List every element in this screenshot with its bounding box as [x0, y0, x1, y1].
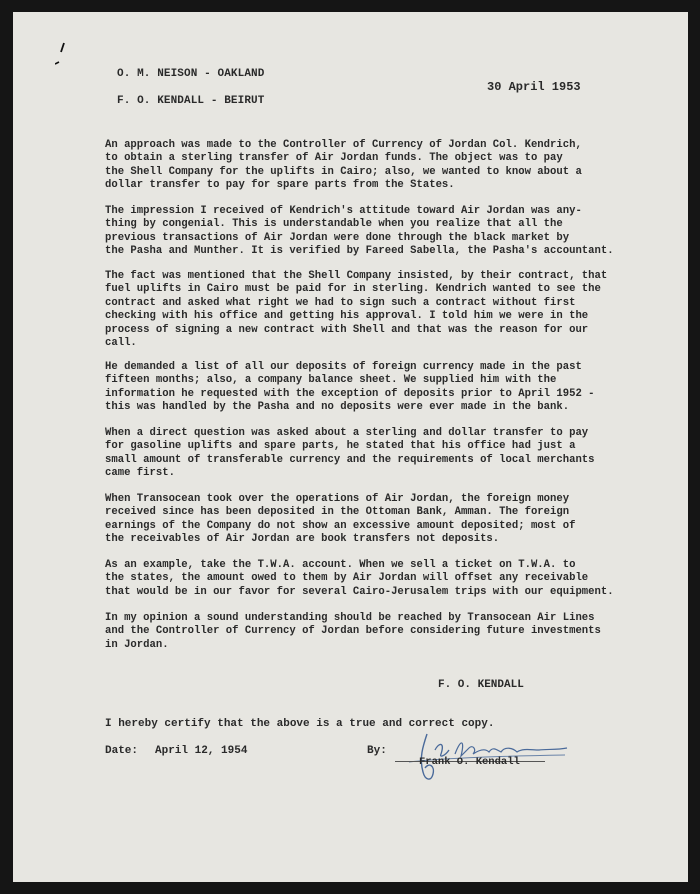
paragraph-3 — [105, 270, 665, 350]
paragraph-1 — [105, 139, 665, 193]
text-line: to obtain a sterling transfer of Air Jordan funds. The object was to pay — [105, 152, 563, 165]
text-line: previous transactions of Air Jordan were done through the black market by — [105, 231, 570, 244]
text-line: He demanded a list of all our deposits of foreign currency made in the past — [105, 361, 582, 373]
certification-date: April 12, 1954 — [155, 745, 248, 757]
text-line: fifteen months; also, a company balance sheet. We supplied him with the — [105, 374, 557, 387]
text-line: small amount of transferable currency and the requirements of local merchants — [105, 453, 595, 466]
text-line: in Jordan. — [105, 638, 169, 651]
text-line: call. — [105, 336, 137, 349]
text-line: checking with his office and getting his approval. I told him we were in the — [105, 310, 589, 323]
certification-statement: I hereby certify that the above is a true and correct copy. — [105, 718, 495, 730]
certification-by-label: By: — [367, 745, 387, 757]
paragraph-6 — [105, 493, 665, 547]
text-line: earnings of the Company do not show an excessive amount deposited; most of — [105, 519, 576, 532]
text-line: dollar transfer to pay for spare parts from the States. — [105, 179, 455, 192]
paragraph-5 — [105, 427, 665, 481]
text-line: The impression I received of Kendrich's attitude toward Air Jordan was any- — [105, 205, 582, 217]
text-line: the Pasha and Munther. It is verified by Fareed Sabella, the Pasha's accountant. — [105, 245, 614, 258]
memo-date: 30 April 1953 — [487, 80, 581, 94]
memo-to: O. M. NEISON - OAKLAND — [117, 68, 265, 80]
text-line: The fact was mentioned that the Shell Company insisted, by their contract, that — [105, 270, 608, 282]
text-line: information he requested with the exception of deposits prior to April 1952 - — [105, 387, 595, 400]
text-line: When Transocean took over the operations of Air Jordan, the foreign money — [105, 493, 570, 505]
text-line: this was handled by the Pasha and no deposits were ever made in the bank. — [105, 401, 570, 414]
paragraph-8 — [105, 612, 665, 652]
text-line: the states, the amount owed to them by Air Jordan will offset any receivable — [105, 572, 589, 585]
text-line: received since has been deposited in the Ottoman Bank, Amman. The foreign — [105, 506, 570, 519]
text-line: thing by congenial. This is understandable when you realize that all the — [105, 218, 563, 231]
text-line: came first. — [105, 467, 175, 480]
certification-date-label: Date: — [105, 745, 139, 757]
text-line: for gasoline uplifts and spare parts, he stated that his office had just a — [105, 440, 576, 453]
pen-mark-icon — [55, 40, 77, 70]
memo-page — [13, 12, 688, 882]
paragraph-2 — [105, 205, 665, 259]
paragraph-4 — [105, 361, 665, 415]
certification-signer: Frank O. Kendall — [419, 756, 520, 768]
signature-block: F. O. KENDALL — [438, 679, 524, 691]
text-line: When a direct question was asked about a sterling and dollar transfer to pay — [105, 427, 589, 439]
text-line: As an example, take the T.W.A. account. When we sell a ticket on T.W.A. to — [105, 559, 576, 571]
text-line: contract and asked what right we had to sign such a contract without first — [105, 296, 576, 309]
text-line: and the Controller of Currency of Jordan before considering future investments — [105, 625, 601, 638]
memo-from: F. O. KENDALL - BEIRUT — [117, 95, 265, 107]
text-line: the Shell Company for the uplifts in Cairo; also, we wanted to know about a — [105, 165, 582, 178]
paragraph-7 — [105, 559, 665, 599]
text-line: process of signing a new contract with Shell and that was the reason for our — [105, 323, 589, 336]
text-line: fuel uplifts in Cairo must be paid for in sterling. Kendrich wanted to see the — [105, 283, 601, 296]
text-line: An approach was made to the Controller of Currency of Jordan Col. Kendrich, — [105, 139, 582, 151]
text-line: In my opinion a sound understanding should be reached by Transocean Air Lines — [105, 612, 595, 624]
text-line: the receivables of Air Jordan are book transfers not deposits. — [105, 533, 500, 546]
text-line: that would be in our favor for several Cairo-Jerusalem trips with our equipment. — [105, 585, 614, 598]
